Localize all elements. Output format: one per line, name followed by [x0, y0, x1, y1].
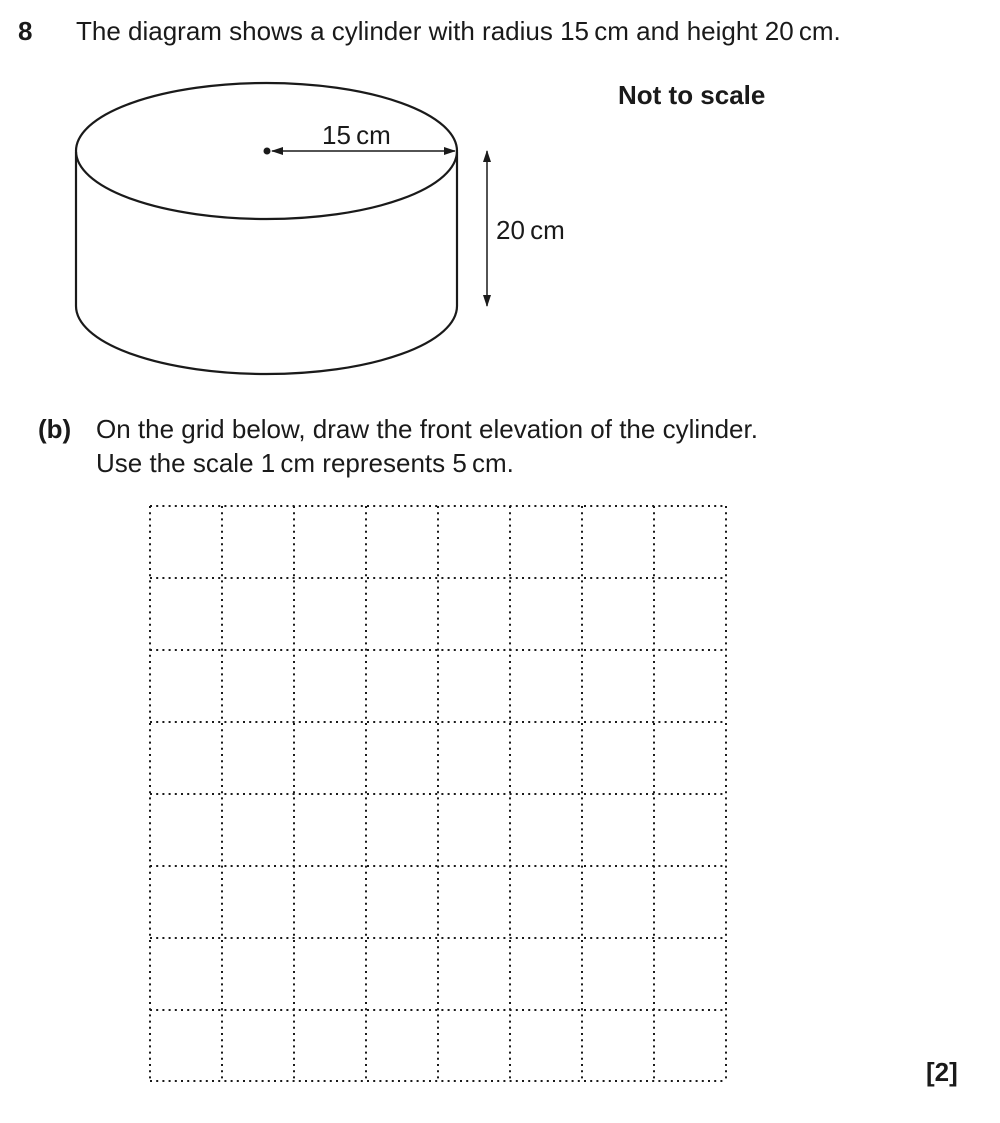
answer-grid[interactable] — [145, 500, 735, 1090]
center-point — [264, 148, 271, 155]
part-instruction-1: On the grid below, draw the front elevation of the cylinder. — [96, 414, 758, 444]
marks-badge: [2] — [926, 1057, 958, 1087]
cylinder-diagram — [0, 0, 1000, 400]
radius-label: 15 cm — [322, 120, 391, 150]
cylinder-bottom-arc — [76, 306, 457, 374]
part-instruction-2: Use the scale 1 cm represents 5 cm. — [96, 448, 514, 478]
height-label: 20 cm — [496, 215, 565, 245]
not-to-scale-note: Not to scale — [618, 80, 766, 110]
question-text: The diagram shows a cylinder with radius 15 cm and height 20 cm. — [76, 16, 841, 46]
part-label: (b) — [38, 414, 72, 444]
question-number: 8 — [18, 16, 33, 46]
